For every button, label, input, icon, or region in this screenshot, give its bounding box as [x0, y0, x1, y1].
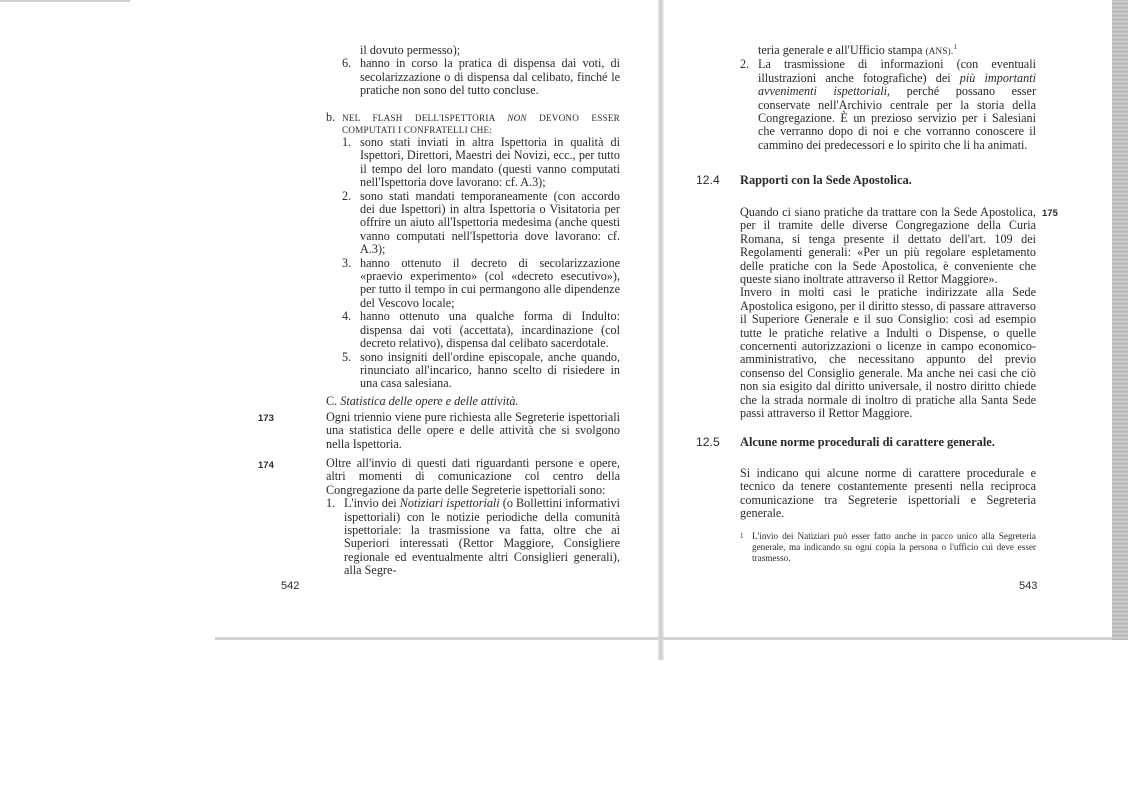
list-text: sono stati mandati temporaneamente (con accordo dei due Ispettori) in altra Ispettoria o Visitatoria per offrire un aiuto all'Ispettoria medesima (anche questi vanno computati nell'Ispettoria dove lavorano: cf. A.3); — [360, 188, 620, 257]
paragraph-text: Quando ci siano pratiche da trattare con la Sede Apostolica, per il tramite delle diverse Congregazione della Curia Romana, si tenga presente il dettato dell'art. 109 dei Regolamenti generali: «Per un più regolare espletamento delle pratiche con la Sede Apostolica, è conveniente che queste siano inoltrate attraverso il Rettor Maggiore». — [740, 205, 1036, 287]
page-edge-shadow — [1112, 0, 1128, 640]
section-number-12-5: 12.5 — [696, 435, 720, 449]
margin-number-174: 174 — [258, 460, 274, 471]
page-number-left: 542 — [281, 580, 300, 592]
footnote-mark: 1 — [740, 532, 744, 540]
list-text: hanno ottenuto il decreto di secolarizzazione «praevio experimento» (col «decreto esecutivo»), per tutto il tempo in cui permangono alle dipendenze del Vescovo locale; — [360, 255, 620, 310]
caps-text: (ANS). — [925, 46, 954, 56]
paragraph-174 — [326, 457, 620, 578]
list-item — [740, 58, 1036, 152]
section-b-heading — [326, 111, 620, 136]
text-span: (o Bollettini informativi ispettoriali) con le notizie periodiche della comunità ispettoriale: la trasmissione va fatta, oltre che ai Superiori interessati (Rettor Maggiore, Consigliere regionale ed eventualmente altri Consiglieri generali), alla Segre- — [344, 496, 621, 578]
section-number-12-4: 12.4 — [696, 173, 720, 187]
section-b — [326, 111, 620, 391]
margin-number-175: 175 — [1042, 208, 1058, 219]
list-number: 1. — [342, 135, 352, 149]
text-span: L'invio dei — [344, 496, 397, 511]
list-item — [342, 44, 620, 57]
list-number: 3. — [342, 255, 352, 270]
caps-text: NEL FLASH DELL'ISPETTORIA — [342, 113, 495, 123]
section-heading-12-5: Alcune norme procedurali di carattere generale. — [740, 435, 995, 449]
list-text: hanno ottenuto una qualche forma di Indulto: dispensa dai voti (accettata), incardinazione (col decreto relativo), dispensa dal celibato sacerdotale. — [360, 309, 620, 351]
list-item — [342, 351, 620, 391]
list-item — [342, 136, 620, 190]
paragraph-text: Oltre all'invio di questi dati riguardanti persone e opere, altri momenti di comunicazione col centro della Congregazione da parte delle Segreterie ispettoriali sono: — [326, 456, 620, 497]
list-number: 4. — [342, 309, 352, 324]
text-span: La trasmissione di informazioni (con eventuali illustrazioni anche fotografiche) dei — [758, 57, 1036, 85]
list-text: il dovuto permesso); — [360, 43, 461, 57]
paragraph-12-5 — [740, 467, 1036, 521]
list-item — [326, 497, 620, 577]
list-text — [758, 58, 1036, 152]
section-c-heading — [326, 395, 620, 408]
list-number: 2. — [342, 188, 352, 203]
paragraph-text: Ogni triennio viene pure richiesta alle Segreterie ispettoriali una statistica delle opere e delle attività che si svolgono nella Ispettoria. — [326, 410, 620, 451]
list-number — [342, 44, 360, 57]
section-b-label: b. — [326, 110, 336, 124]
footnote-text: L'invio dei Natiziari può esser fatto anche in pacco unico alla Segreteria generale, ma indicando su ogni copia la persona o l'ufficio cui deve esser trasmesso. — [752, 531, 1036, 564]
caps-text: DEVONO ESSER COMPUTATI I CONFRATELLI CHE: — [342, 113, 621, 135]
list-text: sono insigniti dell'ordine episcopale, anche quando, rinunciato all'incarico, hanno scelto di risiedere in una casa salesiana. — [360, 349, 620, 391]
section-heading-12-4: Rapporti con la Sede Apostolica. — [740, 173, 912, 187]
section-c-label: C. — [326, 394, 338, 408]
list-text — [344, 497, 620, 577]
page-number-right: 543 — [1019, 580, 1038, 592]
section-c-title: Statistica delle opere e delle attività. — [340, 394, 519, 408]
list-number: 5. — [342, 349, 352, 364]
margin-number-173: 173 — [258, 413, 274, 424]
paragraph-173 — [326, 411, 620, 451]
paragraph-175 — [740, 206, 1036, 421]
section-b-caps-heading — [342, 111, 620, 136]
paragraph-text: Si indicano qui alcune norme di carattere procedurale e tecnico da tenere costantemente presenti nella reciproca comunicazione tra Segreterie ispettoriali e Segreteria generale. — [740, 466, 1036, 521]
footnote-ref: 1 — [953, 42, 957, 51]
text-span: perché possano esser conservate nell'Archivio centrale per la storia della Congregazione. È un prezioso servizio per i Salesiani che verranno dopo di noi e che vorranno conoscere il cammino dei predecessori e lo spirito che li ha animati. — [758, 84, 1037, 152]
paragraph-text: Invero in molti casi le pratiche indirizzate alla Sede Apostolica esigono, per il diritto stesso, di passare attraverso il Superiore Generale e il suo Consiglio: così ad esempio tutte le pratiche relative a Indulti o Dispense, o quelle concernenti autorizzazioni o licenze in campo economico-amministrativo, che necessitano appunto del previo consenso del Consiglio generale. Ma anche nei casi che ciò non sia esigito dal diritto universale, il nostro diritto chiede che la strada normale di inoltro di pratiche alla Santa Sede passi attraverso il Rettor Maggiore. — [740, 285, 1036, 421]
list-number: 6. — [342, 56, 352, 71]
list-text: hanno in corso la pratica di dispensa dai voti, di secolarizzazione o di dispensa dal celibato, finché le pratiche non sono del tutto concluse. — [360, 56, 620, 98]
list-text — [758, 44, 1036, 58]
italic-text: più importanti avvenimenti ispettoriali, — [758, 70, 1036, 99]
list-number: 2. — [740, 57, 750, 72]
list-text: sono stati inviati in altra Ispettoria in qualità di Ispettori, Direttori, Maestri dei Novizi, ecc., per tutto il tempo del loro mandato (questi vanno computati nell'Ispettoria dove lavorano: cf. A.3); — [360, 135, 620, 190]
footnote-item — [740, 531, 1036, 565]
list-number: 1. — [326, 496, 336, 511]
caps-italic-text: NON — [507, 113, 527, 123]
footnote — [740, 531, 1036, 565]
italic-text: Notiziari ispettoriali — [399, 496, 500, 511]
right-top-list — [740, 44, 1036, 152]
right-page — [662, 0, 1112, 640]
left-page — [0, 0, 660, 640]
list-item — [342, 310, 620, 350]
list-item — [342, 57, 620, 97]
top-list — [342, 44, 620, 98]
list-item — [740, 44, 1036, 58]
text-span: teria generale e all'Ufficio stampa — [758, 43, 923, 57]
section-b-list — [326, 136, 620, 391]
list-item — [342, 257, 620, 311]
list-item — [342, 190, 620, 257]
